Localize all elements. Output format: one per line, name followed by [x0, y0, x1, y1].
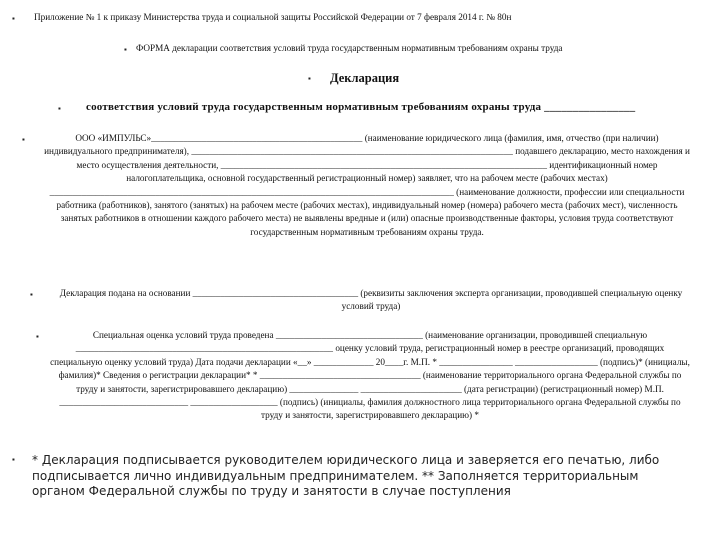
declaration-subtitle: соответствия условий труда государственным нормативным требованиям охраны труда ________________ [86, 101, 636, 113]
footnote: * Декларация подписывается руководителем юридического лица и заверяется его печатью, либо подписывается лично индивидуальным предпринимателем. ** Заполняется территориальным органом Федеральной службы по труду и занятости в случае поступления [32, 453, 660, 498]
bullet-marker: ▪ [30, 290, 33, 299]
bullet-marker: ▪ [36, 332, 39, 341]
bullet-marker: ▪ [58, 104, 61, 113]
bullet-marker: ▪ [124, 45, 127, 54]
declaration-title: Декларация [330, 71, 400, 85]
declaration-basis-paragraph: Декларация подана на основании ____________________________________ (реквизиты заключения эксперта организации, проводившей специальную оценку условий труда) [59, 288, 683, 312]
bullet-marker: ▪ [308, 74, 311, 83]
bullet-marker: ▪ [22, 135, 25, 144]
assessment-registration-paragraph: Специальная оценка условий труда проведена ________________________________ (наименование организации, проводившей специальную ________________________________________________________ оценку условий труда, регистрационный номер в реестре организаций, проводящих специальную оценку условий труда) Дата подачи декларации «__» _____________ 20____г. М.П. * ________________ __________________ (подпись)* (инициалы, фамилия)* Сведения о регистрации декларации* * ___________________________________ (наименование территориального органа Федеральной службы по труду и занятости, зарегистрировавшего декларацию) _______________ ______________________ (дата регистрации) (регистрационный номер) М.П. ____________________________ ___________________ (подпись) (инициалы, фамилия должностного лица территориального органа Федеральной службы по труду и занятости, зарегистрировавшего декларацию) * [50, 330, 690, 421]
declaration-body-paragraph: ООО «ИМПУЛЬС»______________________________________________ (наименование юридического лица (фамилия, имя, отчество (при наличии) индивидуального предпринимателя), ______________________________________________________________________ подавшего декларацию, место нахождения и место осуществления деятельности, _______________________________________________________________________ идентификационный номер налогоплательщика, основной государственный регистрационный номер) заявляет, что на рабочем месте (рабочих местах) ________________________________________________________________________________________ (наименование должности, профессии или специальности работника (работников), занятого (занятых) на рабочем месте (рабочих местах), индивидуальный номер (номера) рабочего места (рабочих мест), численность занятых работников в отношении каждого рабочего места) не выявлены вредные и (или) опасные производственные факторы, условия труда соответствуют государственным нормативным требованиям охраны труда. [44, 133, 690, 237]
bullet-marker: ▪ [12, 455, 15, 464]
bullet-marker: ▪ [12, 14, 15, 23]
header-line: Приложение № 1 к приказу Министерства труда и социальной защиты Российской Федерации от 7 февраля 2014 г. № 80н [34, 12, 512, 22]
form-title: ФОРМА декларации соответствия условий труда государственным нормативным требованиям охраны труда [136, 43, 563, 53]
